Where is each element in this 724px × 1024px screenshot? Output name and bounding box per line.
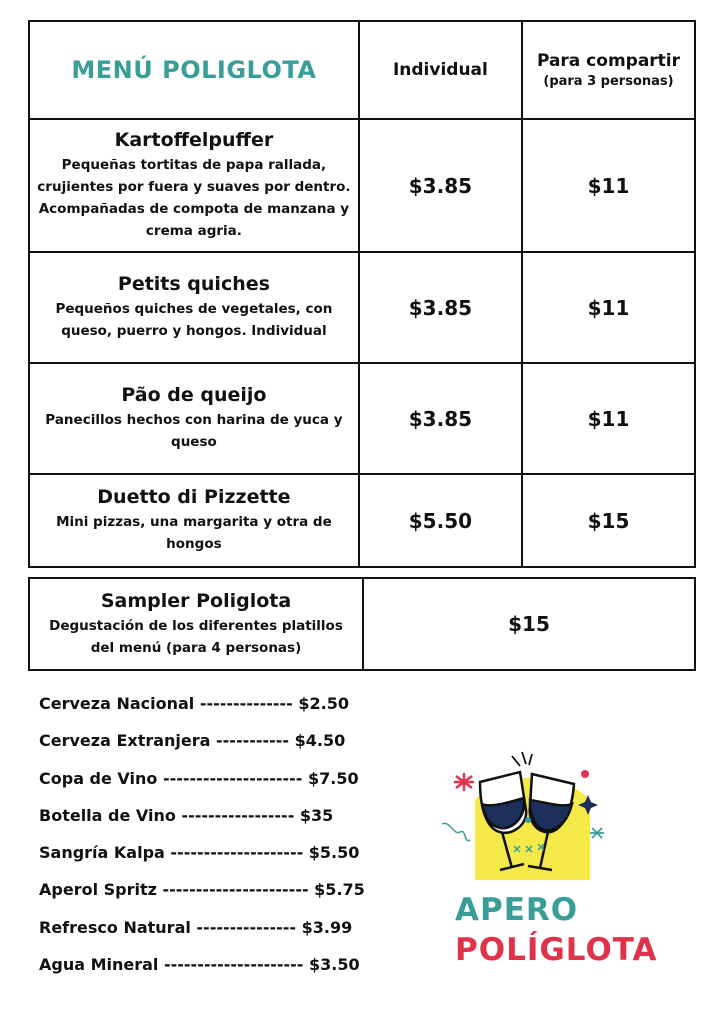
menu-title: MENÚ POLIGLOTA xyxy=(71,56,317,84)
share-price-cell xyxy=(522,252,695,363)
individual-column-header: Individual xyxy=(392,60,488,80)
individual-price: $3.85 xyxy=(408,406,473,431)
dish-description: Mini pizzas, una margarita y otra de hongos xyxy=(56,514,332,552)
individual-price: $3.85 xyxy=(408,295,473,320)
menu-table xyxy=(28,20,696,568)
individual-price-cell xyxy=(359,363,522,474)
drink-item: Agua Mineral --------------------- $3.50 xyxy=(39,955,360,975)
share-price-cell xyxy=(522,119,695,252)
drink-item: Sangría Kalpa -------------------- $5.50 xyxy=(39,843,360,863)
individual-header-cell xyxy=(359,21,522,119)
dish-name: Kartoffelpuffer xyxy=(114,129,274,151)
brand-name-line1: APERO xyxy=(455,892,579,928)
dish-info-cell xyxy=(29,363,359,474)
drink-item: Aperol Spritz ---------------------- $5.75 xyxy=(39,880,365,900)
menu-title-cell xyxy=(29,21,359,119)
drink-item: Refresco Natural --------------- $3.99 xyxy=(39,917,353,937)
brand-name-line2: POLÍGLOTA xyxy=(455,932,658,968)
dish-row xyxy=(29,474,695,567)
dish-description: Pequeños quiches de vegetales, con queso, puerro y hongos. Individual xyxy=(55,301,333,339)
share-price: $11 xyxy=(587,406,630,431)
individual-price-cell xyxy=(359,474,522,567)
share-price-cell xyxy=(522,363,695,474)
individual-price: $3.85 xyxy=(408,173,473,198)
dish-info-cell xyxy=(29,252,359,363)
share-column-subheader: (para 3 personas) xyxy=(543,74,674,89)
share-header-cell xyxy=(522,21,695,119)
sampler-description: Degustación de los diferentes platillos del menú (para 4 personas) xyxy=(49,617,343,656)
share-price: $11 xyxy=(587,295,630,320)
share-column-header: Para compartir xyxy=(536,51,681,71)
individual-price-cell xyxy=(359,252,522,363)
sampler-name: Sampler Poliglota xyxy=(100,589,292,612)
sampler-price-cell xyxy=(363,578,695,670)
sampler-info-cell xyxy=(29,578,363,670)
dish-row xyxy=(29,363,695,474)
drink-item: Cerveza Nacional -------------- $2.50 xyxy=(39,694,349,713)
individual-price-cell xyxy=(359,119,522,252)
dish-row xyxy=(29,119,695,252)
drink-item: Copa de Vino --------------------- $7.50 xyxy=(39,768,359,788)
dish-description: Panecillos hechos con harina de yuca y queso xyxy=(45,412,343,450)
sampler-price: $15 xyxy=(508,612,550,636)
dish-info-cell xyxy=(29,474,359,567)
dish-name: Duetto di Pizzette xyxy=(97,486,291,508)
individual-price: $5.50 xyxy=(408,508,473,533)
share-price: $15 xyxy=(587,508,630,533)
drink-item: Botella de Vino ----------------- $35 xyxy=(39,805,334,825)
dish-description: Pequeñas tortitas de papa rallada, crujientes por fuera y suaves por dentro. Acompañadas de compota de manzana y crema agria. xyxy=(37,157,351,239)
drinks-list xyxy=(39,692,399,990)
dish-info-cell xyxy=(29,119,359,252)
sampler-row xyxy=(29,578,695,670)
share-price-cell xyxy=(522,474,695,567)
menu-header-row xyxy=(29,21,695,119)
dish-row xyxy=(29,252,695,363)
share-price: $11 xyxy=(587,173,630,198)
dish-name: Petits quiches xyxy=(117,273,270,295)
toasting-wine-glasses-icon xyxy=(440,740,610,880)
drink-item: Cerveza Extranjera ----------- $4.50 xyxy=(39,731,346,751)
dish-name: Pão de queijo xyxy=(121,384,267,406)
sampler-table xyxy=(28,577,696,671)
